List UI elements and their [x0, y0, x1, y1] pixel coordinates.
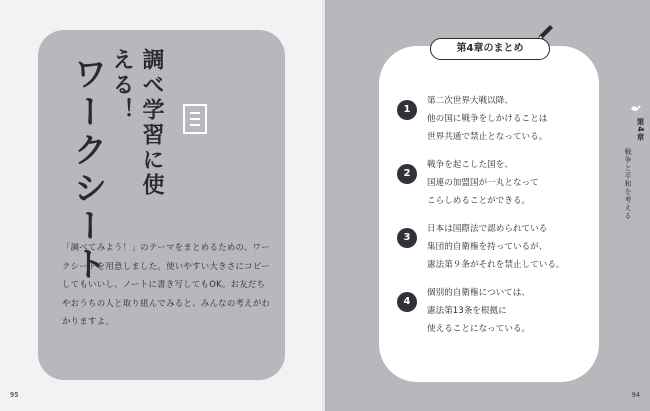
page-number-right: 94 [631, 391, 640, 399]
item-text: 戦争を起こした国を、 国連の加盟国が一丸となって こらしめることができる。 [427, 160, 539, 206]
item-text: 第二次世界大戦以降、 他の国に戦争をしかけることは 世界共通で禁止となっている。 [427, 96, 548, 142]
right-page [325, 0, 650, 411]
document-icon [183, 104, 207, 134]
intro-text: 「調べてみよう！」のテーマをまとめるための、ワークシートを用意しました。使いやすい大きさにコピーしてもいいし、ノートに書き写してもOK。お友だちやおうちの人と取り組んでみると、みんなの考えがわかりますよ。 [62, 242, 271, 326]
worksheet-title: ワークシート [67, 56, 107, 284]
item-text: 個別的自衛権については、 憲法第13条を根拠に 使えることになっている。 [427, 288, 531, 334]
worksheet-subtitle: 調べ学習に使える！ [109, 48, 164, 198]
chapter-subtitle: 戦争と平和を考える [624, 148, 632, 220]
page-number-left: 95 [10, 391, 19, 399]
item-number: 1 [397, 100, 417, 120]
bird-icon [630, 103, 642, 113]
item-number: 2 [397, 164, 417, 184]
summary-title: 第4章のまとめ [430, 38, 550, 60]
item-number: 4 [397, 292, 417, 312]
gutter-shadow [322, 0, 328, 411]
item-number: 3 [397, 228, 417, 248]
chapter-label: 第4章 [636, 118, 645, 142]
item-text: 日本は国際法で認められている 集団的自衛権を持っているが、 憲法第９条がそれを禁止している。 [427, 224, 565, 270]
